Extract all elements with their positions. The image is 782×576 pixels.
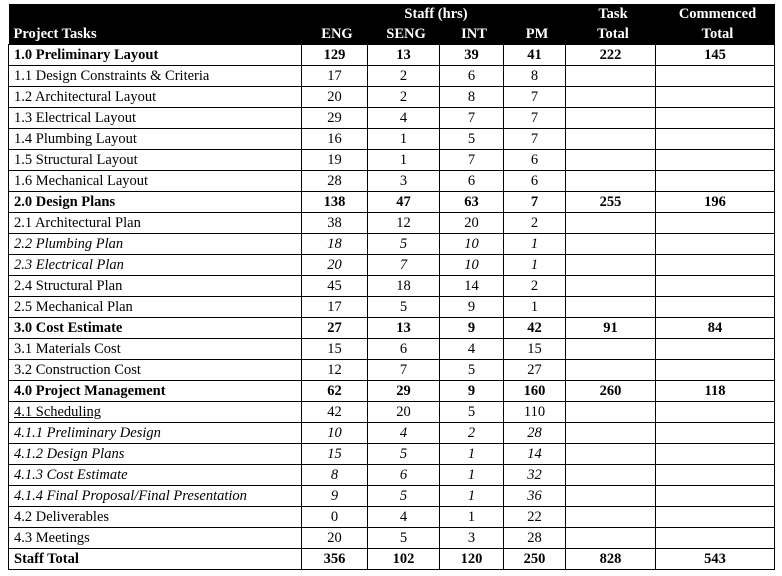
cell-int: 3: [440, 528, 504, 549]
cell-seng: 5: [368, 528, 440, 549]
cell-pm: 2: [504, 213, 566, 234]
cell-commenced: [656, 297, 775, 318]
table-row: [9, 213, 775, 234]
cell-total: [566, 150, 656, 171]
cell-int: 9: [440, 297, 504, 318]
table-row: [9, 66, 775, 87]
cell-eng: 18: [302, 234, 368, 255]
cell-eng: 20: [302, 87, 368, 108]
cell-pm: 14: [504, 444, 566, 465]
cell-int: 39: [440, 45, 504, 66]
cell-seng: 102: [368, 549, 440, 570]
header-staff-group: Staff (hrs): [302, 4, 566, 24]
cell-pm: 7: [504, 192, 566, 213]
header-blank: [9, 4, 302, 24]
cell-commenced: 543: [656, 549, 775, 570]
cell-task: 4.1.3 Cost Estimate: [9, 465, 302, 486]
cell-seng: 4: [368, 423, 440, 444]
table-row: [9, 423, 775, 444]
cell-seng: 6: [368, 465, 440, 486]
table-row: [9, 339, 775, 360]
cell-total: [566, 234, 656, 255]
cell-seng: 5: [368, 297, 440, 318]
cell-int: 6: [440, 66, 504, 87]
table-row: [9, 150, 775, 171]
cell-int: 5: [440, 129, 504, 150]
cell-int: 20: [440, 213, 504, 234]
cell-commenced: [656, 528, 775, 549]
cell-int: 5: [440, 360, 504, 381]
cell-task: 2.0 Design Plans: [9, 192, 302, 213]
cell-int: 1: [440, 444, 504, 465]
cell-task: 1.5 Structural Layout: [9, 150, 302, 171]
cell-commenced: [656, 129, 775, 150]
table-row: [9, 465, 775, 486]
table-row: [9, 276, 775, 297]
cell-int: 7: [440, 108, 504, 129]
cell-pm: 22: [504, 507, 566, 528]
cell-commenced: [656, 171, 775, 192]
cell-eng: 27: [302, 318, 368, 339]
cell-eng: 20: [302, 255, 368, 276]
cell-commenced: [656, 465, 775, 486]
cell-commenced: [656, 444, 775, 465]
cell-task: 2.5 Mechanical Plan: [9, 297, 302, 318]
cell-pm: 42: [504, 318, 566, 339]
cell-pm: 28: [504, 423, 566, 444]
table-row: [9, 486, 775, 507]
cell-total: [566, 444, 656, 465]
cell-commenced: [656, 507, 775, 528]
cell-eng: 15: [302, 444, 368, 465]
cell-task: 3.0 Cost Estimate: [9, 318, 302, 339]
cell-total: 222: [566, 45, 656, 66]
cell-total: [566, 339, 656, 360]
header-task-total-line1: Task: [566, 4, 656, 24]
cell-commenced: [656, 255, 775, 276]
cell-task: 1.1 Design Constraints & Criteria: [9, 66, 302, 87]
cell-seng: 6: [368, 339, 440, 360]
cell-pm: 2: [504, 276, 566, 297]
table-row: [9, 507, 775, 528]
cell-eng: 17: [302, 297, 368, 318]
cell-eng: 12: [302, 360, 368, 381]
cell-pm: 27: [504, 360, 566, 381]
cell-pm: 6: [504, 150, 566, 171]
cell-seng: 5: [368, 234, 440, 255]
cell-total: [566, 276, 656, 297]
cell-commenced: [656, 339, 775, 360]
cell-task: 4.1.4 Final Proposal/Final Presentation: [9, 486, 302, 507]
cell-seng: 20: [368, 402, 440, 423]
cell-seng: 1: [368, 129, 440, 150]
cell-total: [566, 486, 656, 507]
cell-seng: 5: [368, 486, 440, 507]
cell-total: [566, 465, 656, 486]
cell-task: 4.2 Deliverables: [9, 507, 302, 528]
cell-eng: 20: [302, 528, 368, 549]
header-task-total-line2: Total: [566, 24, 656, 45]
cell-total: 828: [566, 549, 656, 570]
cell-eng: 8: [302, 465, 368, 486]
cell-total: [566, 66, 656, 87]
cell-eng: 129: [302, 45, 368, 66]
cell-total: [566, 423, 656, 444]
cell-pm: 6: [504, 171, 566, 192]
cell-eng: 29: [302, 108, 368, 129]
cell-commenced: [656, 486, 775, 507]
cell-pm: 7: [504, 108, 566, 129]
cell-int: 63: [440, 192, 504, 213]
cell-task: 1.3 Electrical Layout: [9, 108, 302, 129]
cell-eng: 16: [302, 129, 368, 150]
cell-task: 2.4 Structural Plan: [9, 276, 302, 297]
cell-commenced: [656, 360, 775, 381]
table-row: [9, 234, 775, 255]
header-int: INT: [440, 24, 504, 45]
cell-pm: 8: [504, 66, 566, 87]
cell-int: 9: [440, 318, 504, 339]
cell-task: 3.2 Construction Cost: [9, 360, 302, 381]
cell-int: 2: [440, 423, 504, 444]
table-row: [9, 45, 775, 66]
cell-pm: 7: [504, 87, 566, 108]
cell-seng: 7: [368, 360, 440, 381]
cell-commenced: 196: [656, 192, 775, 213]
table-row: [9, 444, 775, 465]
cell-task: 1.6 Mechanical Layout: [9, 171, 302, 192]
cell-task: 3.1 Materials Cost: [9, 339, 302, 360]
cell-seng: 2: [368, 66, 440, 87]
cell-int: 8: [440, 87, 504, 108]
cell-task: 4.1.2 Design Plans: [9, 444, 302, 465]
cell-task: 4.0 Project Management: [9, 381, 302, 402]
cell-pm: 28: [504, 528, 566, 549]
table-row: [9, 108, 775, 129]
cell-task: [9, 402, 302, 423]
cell-commenced: [656, 234, 775, 255]
cell-total: [566, 297, 656, 318]
cell-total: [566, 108, 656, 129]
cell-total: [566, 255, 656, 276]
table-row: [9, 255, 775, 276]
cell-total: [566, 129, 656, 150]
cell-seng: 3: [368, 171, 440, 192]
cell-seng: 5: [368, 444, 440, 465]
cell-eng: 28: [302, 171, 368, 192]
cell-task: 2.3 Electrical Plan: [9, 255, 302, 276]
cell-pm: 15: [504, 339, 566, 360]
header-pm: PM: [504, 24, 566, 45]
cell-task: 2.2 Plumbing Plan: [9, 234, 302, 255]
cell-task: 2.1 Architectural Plan: [9, 213, 302, 234]
cell-pm: 1: [504, 297, 566, 318]
cell-int: 10: [440, 234, 504, 255]
cell-task: 1.0 Preliminary Layout: [9, 45, 302, 66]
cell-seng: 12: [368, 213, 440, 234]
table-row: [9, 87, 775, 108]
header-project-tasks: Project Tasks: [9, 24, 302, 45]
cell-eng: 38: [302, 213, 368, 234]
cell-seng: 18: [368, 276, 440, 297]
cell-eng: 9: [302, 486, 368, 507]
cell-commenced: [656, 423, 775, 444]
header-eng: ENG: [302, 24, 368, 45]
table-row: [9, 549, 775, 570]
cell-pm: 160: [504, 381, 566, 402]
cell-commenced: [656, 87, 775, 108]
table-row: [9, 381, 775, 402]
cell-total: [566, 171, 656, 192]
table-row: [9, 297, 775, 318]
cell-commenced: [656, 213, 775, 234]
cell-total: [566, 213, 656, 234]
cell-commenced: [656, 150, 775, 171]
cell-pm: 250: [504, 549, 566, 570]
table-row: [9, 192, 775, 213]
cell-task: 4.1.1 Preliminary Design: [9, 423, 302, 444]
cell-int: 4: [440, 339, 504, 360]
cell-total: [566, 402, 656, 423]
cell-seng: 13: [368, 318, 440, 339]
cell-total: [566, 507, 656, 528]
staff-hours-table-container: [8, 4, 775, 570]
cell-commenced: [656, 108, 775, 129]
cell-task: 4.3 Meetings: [9, 528, 302, 549]
cell-commenced: [656, 66, 775, 87]
cell-eng: 0: [302, 507, 368, 528]
cell-eng: 45: [302, 276, 368, 297]
cell-pm: 41: [504, 45, 566, 66]
cell-commenced: [656, 276, 775, 297]
cell-seng: 29: [368, 381, 440, 402]
cell-eng: 10: [302, 423, 368, 444]
cell-int: 5: [440, 402, 504, 423]
cell-int: 1: [440, 486, 504, 507]
cell-total: 255: [566, 192, 656, 213]
cell-task: Staff Total: [9, 549, 302, 570]
table-row: [9, 171, 775, 192]
cell-commenced: 145: [656, 45, 775, 66]
cell-int: 120: [440, 549, 504, 570]
table-row: [9, 360, 775, 381]
cell-seng: 47: [368, 192, 440, 213]
table-row: [9, 129, 775, 150]
table-row: [9, 528, 775, 549]
cell-seng: 4: [368, 507, 440, 528]
cell-eng: 17: [302, 66, 368, 87]
header-commenced-line2: Total: [656, 24, 775, 45]
cell-eng: 62: [302, 381, 368, 402]
cell-total: 260: [566, 381, 656, 402]
cell-task: 1.4 Plumbing Layout: [9, 129, 302, 150]
cell-pm: 36: [504, 486, 566, 507]
cell-total: [566, 87, 656, 108]
header-seng: SENG: [368, 24, 440, 45]
cell-eng: 138: [302, 192, 368, 213]
cell-int: 9: [440, 381, 504, 402]
cell-eng: 19: [302, 150, 368, 171]
cell-eng: 356: [302, 549, 368, 570]
cell-int: 1: [440, 507, 504, 528]
cell-pm: 1: [504, 255, 566, 276]
cell-pm: 32: [504, 465, 566, 486]
cell-pm: 110: [504, 402, 566, 423]
cell-task: 1.2 Architectural Layout: [9, 87, 302, 108]
cell-total: 91: [566, 318, 656, 339]
cell-total: [566, 360, 656, 381]
cell-pm: 7: [504, 129, 566, 150]
table-header: [9, 4, 775, 45]
cell-int: 7: [440, 150, 504, 171]
cell-int: 14: [440, 276, 504, 297]
cell-total: [566, 528, 656, 549]
cell-commenced: 84: [656, 318, 775, 339]
cell-task-text: 4.1 Scheduling: [14, 404, 101, 420]
cell-seng: 1: [368, 150, 440, 171]
cell-eng: 15: [302, 339, 368, 360]
cell-seng: 2: [368, 87, 440, 108]
cell-seng: 13: [368, 45, 440, 66]
table-body: [9, 45, 775, 570]
cell-eng: 42: [302, 402, 368, 423]
cell-pm: 1: [504, 234, 566, 255]
header-commenced-line1: Commenced: [656, 4, 775, 24]
cell-commenced: [656, 402, 775, 423]
cell-seng: 7: [368, 255, 440, 276]
table-row: [9, 318, 775, 339]
cell-int: 6: [440, 171, 504, 192]
cell-int: 10: [440, 255, 504, 276]
table-row: [9, 402, 775, 423]
cell-seng: 4: [368, 108, 440, 129]
cell-int: 1: [440, 465, 504, 486]
staff-hours-table: [8, 4, 775, 570]
cell-commenced: 118: [656, 381, 775, 402]
